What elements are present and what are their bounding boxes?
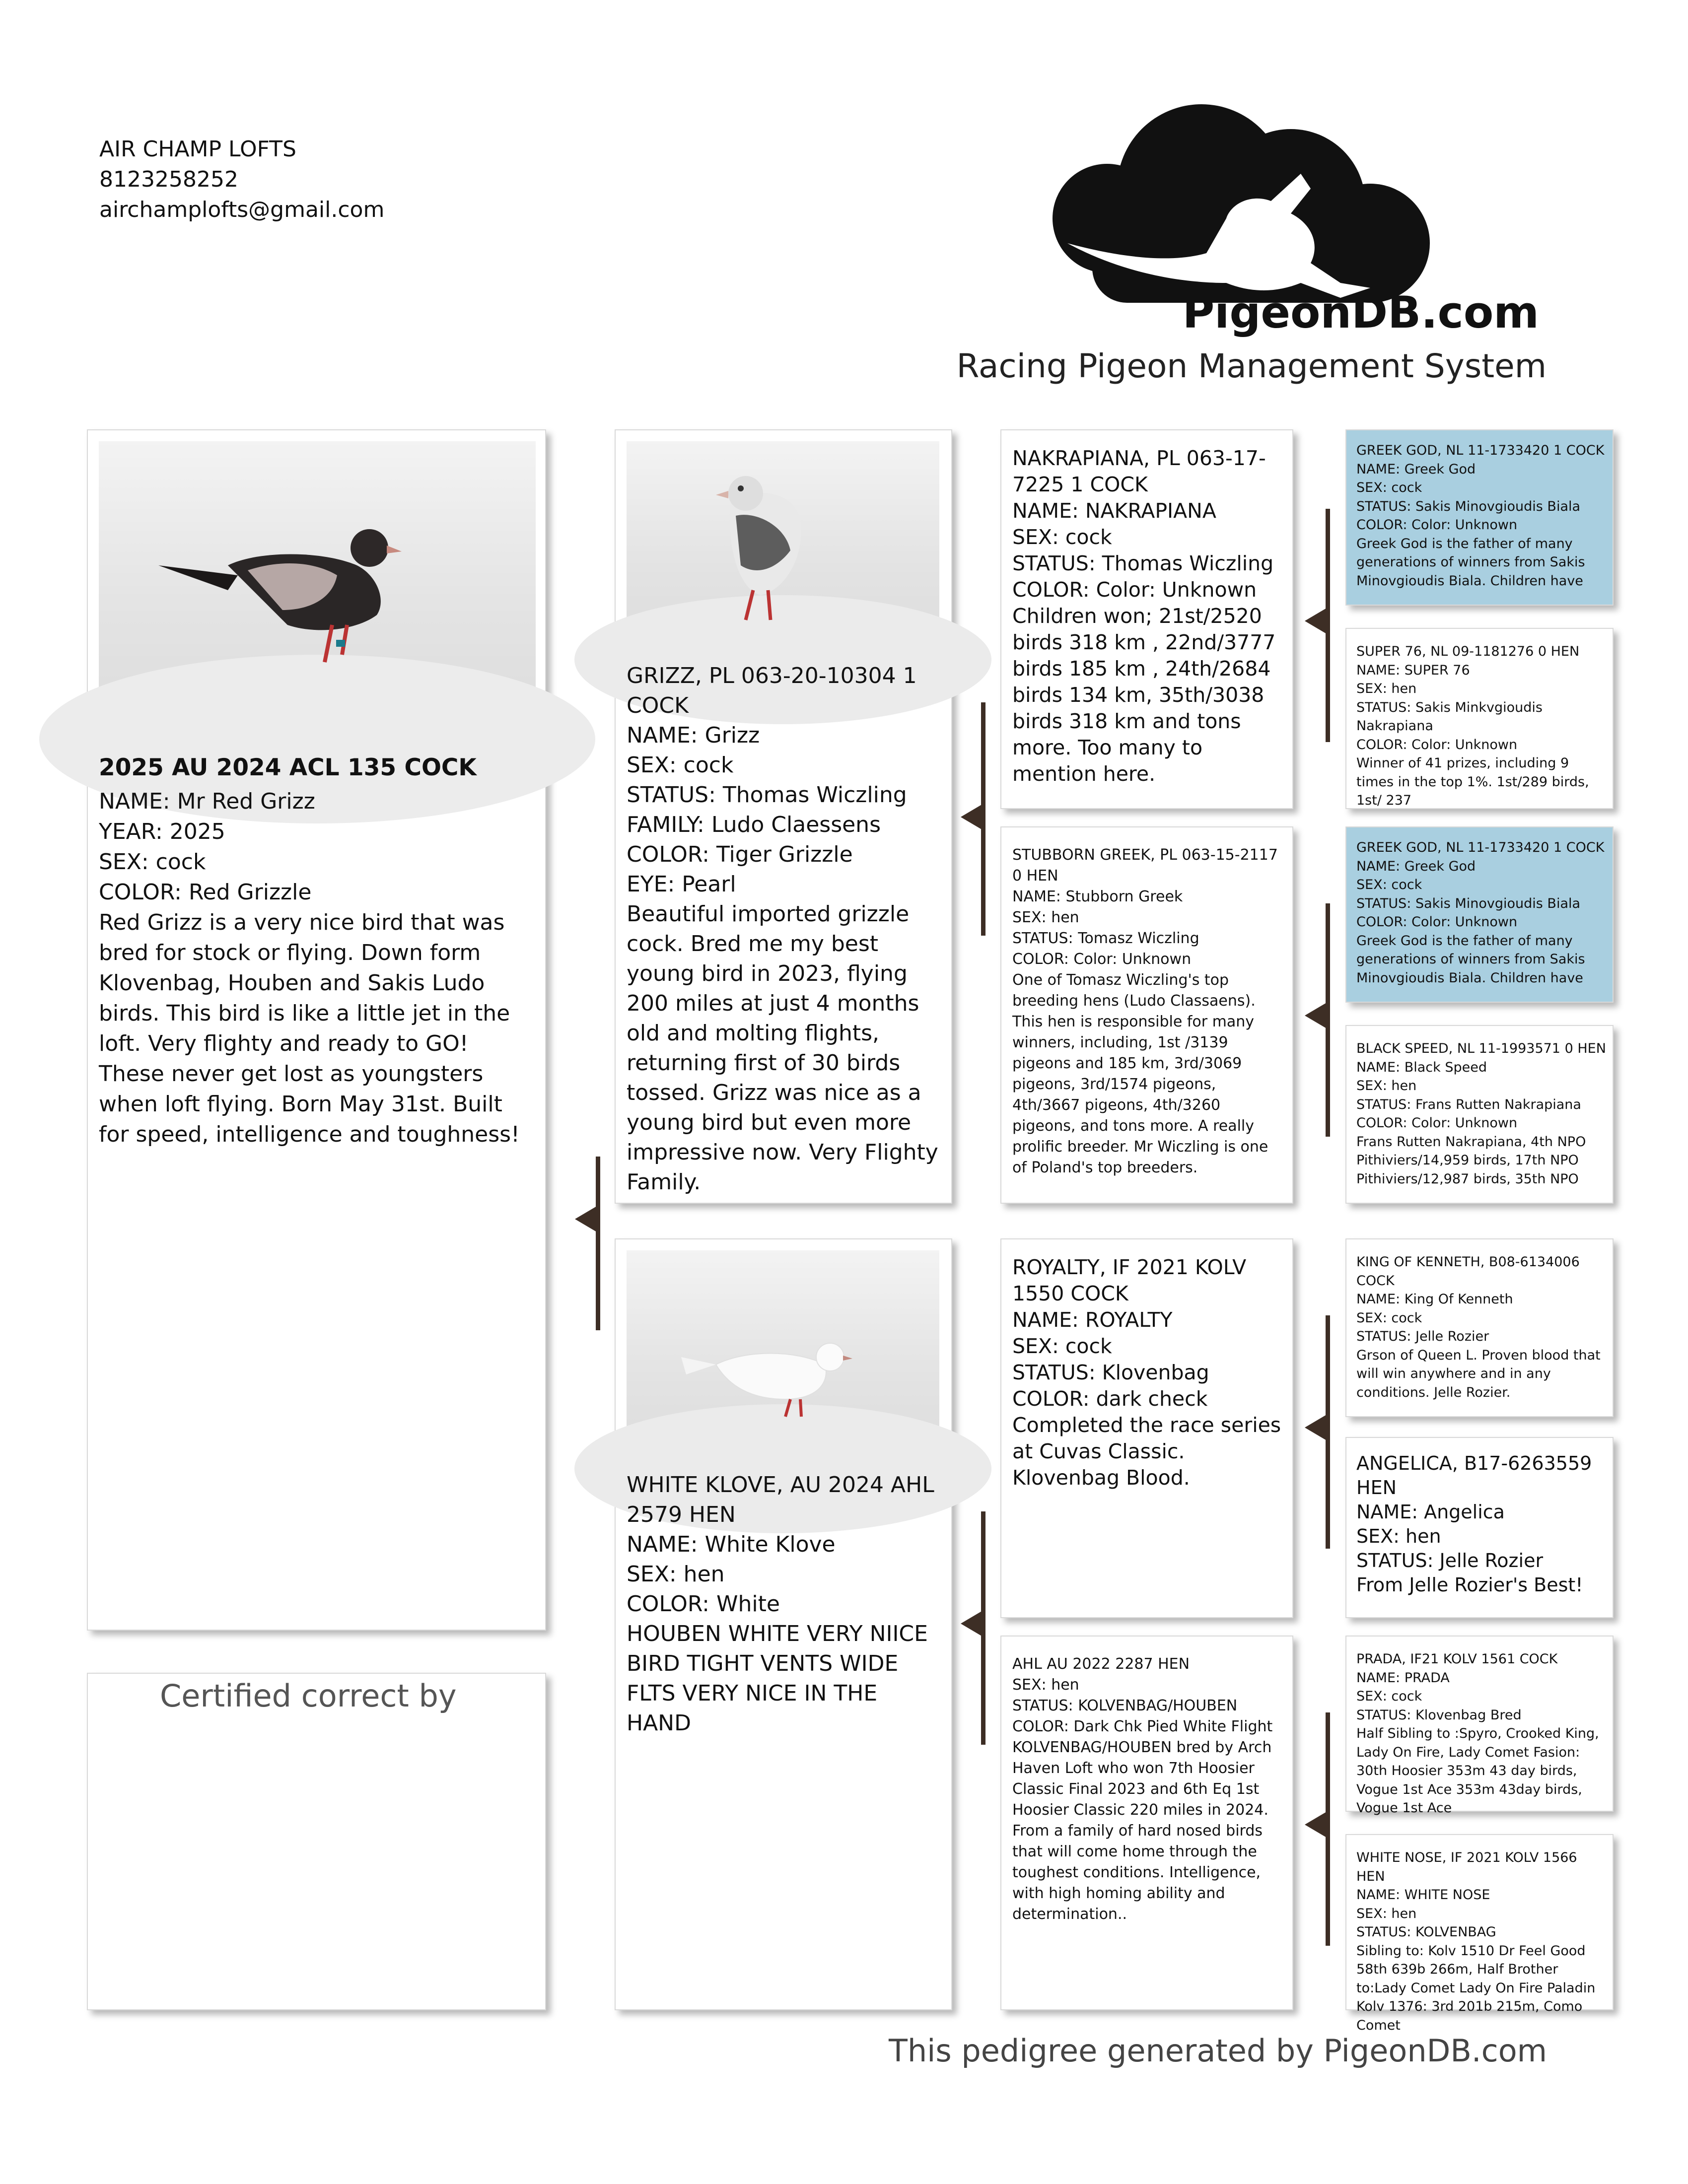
great-grandparent-details: GREEK GOD, NL 11-1733420 1 COCK NAME: Greek God SEX: cock STATUS: Sakis Minovgioudis Biala COLOR: Color: Unknown Greek God is the father of many generations of winners from Sakis Minovgioudis Biala. Children have — [1356, 840, 1605, 986]
granddam-dam-side-card — [1000, 1636, 1293, 2010]
great-grandparent-details: WHITE NOSE, IF 2021 KOLV 1566 HEN NAME: WHITE NOSE SEX: hen STATUS: KOLVENBAG Sibling to: Kolv 1510 Dr Feel Good 58th 639b 266m, Half Brother to:Lady Comet Lady On Fire Paladin Kolv 1376: 3rd 201b 215m, Como Comet — [1356, 1850, 1596, 2033]
great-grandparent-details: GREEK GOD, NL 11-1733420 1 COCK NAME: Greek God SEX: cock STATUS: Sakis Minovgioudis Biala COLOR: Color: Unknown Greek God is the father of many generations of winners from Sakis Minovgioudis Biala. Children have — [1356, 443, 1605, 589]
connector-line — [596, 1157, 600, 1330]
footer-credit: This pedigree generated by PigeonDB.com — [889, 2033, 1547, 2069]
dam-photo — [627, 1250, 939, 1459]
pigeondb-logo — [956, 94, 1564, 402]
connector-arrow — [961, 804, 983, 830]
cloud-pigeon-logo-icon — [956, 94, 1564, 402]
brand-tagline: Racing Pigeon Management System — [956, 347, 1547, 385]
great-grandparent-card — [1345, 628, 1614, 809]
red-grizzle-pigeon-image — [99, 441, 536, 732]
granddam-sire-side-card — [1000, 826, 1293, 1204]
white-pigeon-image — [627, 1250, 939, 1459]
great-grandparent-card — [1345, 1437, 1614, 1618]
granddam-dam-side-details: AHL AU 2022 2287 HEN SEX: hen STATUS: KOLVENBAG/HOUBEN COLOR: Dark Chk Pied White Flight KOLVENBAG/HOUBEN bred by Arch Haven Loft who won 7th Hoosier Classic Final 2023 and 6th Eq 1st Hoosier Classic 220 miles in 2024. From a family of hard nosed birds that will come home through the toughest conditions. Intelligence, with high homing ability and determination.. — [1012, 1655, 1273, 1923]
connector-arrow — [1305, 1415, 1327, 1440]
sire-details: GRIZZ, PL 063-20-10304 1 COCK NAME: Grizz SEX: cock STATUS: Thomas Wiczling FAMILY: Ludo Claessens COLOR: Tiger Grizzle EYE: Pearl Beautiful imported grizzle cock. Bred me my best young bird in 2023, flying 200 miles at just 4 months old and molting flights, returning first of 30 birds tossed. Grizz was nice as a young bird but even more impressive now. Very Flighty Family. — [627, 663, 938, 1195]
certified-card — [87, 1673, 546, 2010]
great-grandparent-card — [1345, 429, 1614, 606]
great-grandparent-details: SUPER 76, NL 09-1181276 0 HEN NAME: SUPER 76 SEX: hen STATUS: Sakis Minkvgioudis Nakrapiana COLOR: Color: Unknown Winner of 41 prizes, including 9 times in the top 1%. 1st/289 birds, 1st/ 237 — [1356, 644, 1589, 808]
connector-arrow — [1305, 1003, 1327, 1028]
loft-contact — [99, 134, 384, 225]
grandsire-dam-side-card — [1000, 1238, 1293, 1618]
connector-arrow — [575, 1206, 597, 1232]
subject-band-title: 2025 AU 2024 ACL 135 COCK — [99, 754, 477, 781]
loft-phone: 8123258252 — [99, 167, 238, 192]
sire-photo — [627, 441, 939, 650]
certified-label: Certified correct by — [160, 1678, 457, 1714]
great-grandparent-details: PRADA, IF21 KOLV 1561 COCK NAME: PRADA SEX: cock STATUS: Klovenbag Bred Half Sibling to :Spyro, Crooked King, Lady On Fire, Lady Comet Fasion: 30th Hoosier 353m 43 day birds, Vogue 1st Ace 353m 43day birds, Vogue 1st Ace — [1356, 1651, 1599, 1816]
great-grandparent-card — [1345, 1238, 1614, 1417]
connector-arrow — [1305, 1812, 1327, 1838]
sire-card — [615, 429, 952, 1204]
great-grandparent-card — [1345, 1636, 1614, 1816]
subject-card — [87, 429, 546, 1631]
great-grandparent-card — [1345, 826, 1614, 1003]
dam-details: WHITE KLOVE, AU 2024 AHL 2579 HEN NAME: White Klove SEX: hen COLOR: White HOUBEN WHITE VERY NIICE BIRD TIGHT VENTS WIDE FLTS VERY NICE IN THE HAND — [627, 1472, 934, 1736]
great-grandparent-card — [1345, 1025, 1614, 1204]
granddam-sire-side-details: STUBBORN GREEK, PL 063-15-2117 0 HEN NAME: Stubborn Greek SEX: hen STATUS: Tomasz Wiczling COLOR: Color: Unknown One of Tomasz Wiczling's top breeding hens (Ludo Classaens). This hen is responsible for many winners, including, 1st /3139 pigeons and 185 km, 3rd/3069 pigeons, 3rd/1574 pigeons, 4th/3667 pigeons, 4th/3260 pigeons, and tons more. A really prolific breeder. Mr Wiczling is one of Poland's top breeders. — [1012, 846, 1278, 1176]
great-grandparent-details: KING OF KENNETH, B08-6134006 COCK NAME: King Of Kenneth SEX: cock STATUS: Jelle Rozier Grson of Queen L. Proven blood that will win anywhere and in any conditions. Jelle Rozier. — [1356, 1254, 1601, 1400]
dam-card — [615, 1238, 952, 2010]
grizzle-pigeon-image — [627, 441, 939, 650]
subject-photo — [99, 441, 536, 732]
great-grandparent-details: BLACK SPEED, NL 11-1993571 0 HEN NAME: Black Speed SEX: hen STATUS: Frans Rutten Nakrapiana COLOR: Color: Unknown Frans Rutten Nakrapiana, 4th NPO Pithiviers/14,959 birds, 17th NPO Pithiviers/12,987 birds, 35th NPO — [1356, 1041, 1606, 1187]
connector-arrow — [1305, 608, 1327, 634]
grandsire-sire-side-card — [1000, 429, 1293, 809]
connector-arrow — [961, 1611, 983, 1637]
great-grandparent-card — [1345, 1834, 1614, 2033]
grandsire-dam-side-details: ROYALTY, IF 2021 KOLV 1550 COCK NAME: ROYALTY SEX: cock STATUS: Klovenbag COLOR: dark check Completed the race series at Cuvas Classic. Klovenbag Blood. — [1012, 1255, 1281, 1490]
grandsire-sire-side-details: NAKRAPIANA, PL 063-17-7225 1 COCK NAME: NAKRAPIANA SEX: cock STATUS: Thomas Wiczling COLOR: Color: Unknown Children won; 21st/2520 birds 318 km , 22nd/3777 birds 185 km , 24th/2684 birds 134 km, 35th/3038 birds 318 km and tons more. Too many to mention here. — [1012, 446, 1276, 786]
great-grandparent-details: ANGELICA, B17-6263559 HEN NAME: Angelica SEX: hen STATUS: Jelle Rozier From Jelle Rozier's Best! — [1356, 1452, 1592, 1596]
loft-name: AIR CHAMP LOFTS — [99, 136, 296, 162]
loft-email: airchamplofts@gmail.com — [99, 197, 385, 222]
subject-details: NAME: Mr Red Grizz YEAR: 2025 SEX: cock COLOR: Red Grizzle Red Grizz is a very nice bird that was bred for stock or flying. Down form Klovenbag, Houben and Sakis Ludo birds. This bird is like a little jet in the loft. Very flighty and ready to GO! These never get lost as youngsters when loft flying. Born May 31st. Built for speed, intelligence and toughness! — [99, 789, 520, 1147]
brand-name: PigeonDB.com — [1182, 287, 1539, 338]
